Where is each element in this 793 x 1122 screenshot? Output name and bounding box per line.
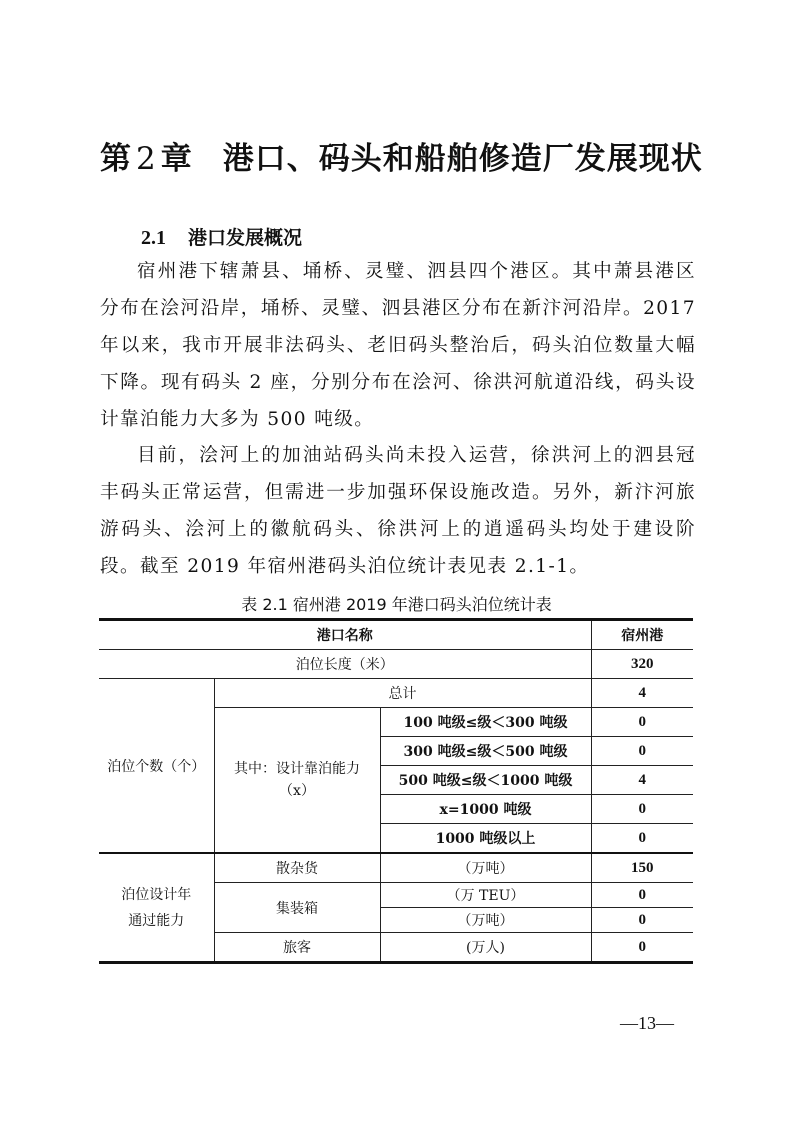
- container-unit: （万吨）: [380, 908, 591, 933]
- section-title: 港口发展概况: [188, 227, 303, 249]
- chapter-number: 2: [136, 141, 157, 177]
- passenger-unit: (万人): [380, 933, 591, 963]
- capacity-range-label: 300 吨级≤级＜500 吨级: [380, 737, 591, 766]
- capacity-range-value: 0: [591, 795, 693, 824]
- page-number: —13—: [620, 1013, 674, 1033]
- capacity-range-value: 0: [591, 824, 693, 854]
- header-port-name-label: 港口名称: [99, 620, 591, 650]
- bulk-cargo-unit: （万吨）: [380, 853, 591, 883]
- section-heading: [141, 223, 302, 250]
- capacity-range-label: 500 吨级≤级＜1000 吨级: [380, 766, 591, 795]
- container-unit: （万 TEU）: [380, 883, 591, 908]
- body-paragraph: 宿州港下辖萧县、埇桥、灵璧、泗县四个港区。其中萧县港区分布在浍河沿岸，埇桥、灵璧、泗县港区分布在新汴河沿岸。2017 年以来，我市开展非法码头、老旧码头整治后，码头泊位数量大幅下降。现有码头 2 座，分别分布在浍河、徐洪河航道沿线，码头设计靠泊能力大多为 500 吨级。: [100, 261, 696, 430]
- container-value: 0: [591, 908, 693, 933]
- capacity-range-value: 0: [591, 708, 693, 737]
- container-value: 0: [591, 883, 693, 908]
- table-row: [99, 650, 693, 679]
- capacity-range-value: 4: [591, 766, 693, 795]
- capacity-range-value: 0: [591, 737, 693, 766]
- table-header-row: [99, 620, 693, 650]
- berth-count-label: 泊位个数（个）: [99, 679, 214, 854]
- berth-count-total-value: 4: [591, 679, 693, 708]
- capacity-range-label: 1000 吨级以上: [380, 824, 591, 854]
- body-paragraph: 目前，浍河上的加油站码头尚未投入运营，徐洪河上的泗县冠丰码头正常运营，但需进一步加强环保设施改造。另外，新汴河旅游码头、浍河上的徽航码头、徐洪河上的逍遥码头均处于建设阶段。截至 2019 年宿州港码头泊位统计表见表 2.1-1。: [100, 445, 696, 577]
- header-port-value: 宿州港: [591, 620, 693, 650]
- table-caption: 表 2.1 宿州港 2019 年港口码头泊位统计表: [241, 595, 552, 614]
- chapter-title: [100, 133, 703, 178]
- berth-count-total-label: 总计: [214, 679, 591, 708]
- chapter-title-text: 港口、码头和船舶修造厂发展现状: [222, 141, 703, 177]
- capacity-range-label: x=1000 吨级: [380, 795, 591, 824]
- capacity-range-label: 100 吨级≤级＜300 吨级: [380, 708, 591, 737]
- bulk-cargo-label: 散杂货: [214, 853, 380, 883]
- passenger-label: 旅客: [214, 933, 380, 963]
- berth-length-value: 320: [591, 650, 693, 679]
- chapter-label-prefix: 第: [100, 141, 132, 177]
- table-row: [99, 853, 693, 883]
- container-label: 集装箱: [214, 883, 380, 933]
- berth-statistics-table: [99, 618, 693, 964]
- capacity-label: 其中：设计靠泊能力（x）: [214, 708, 380, 854]
- berth-length-label: 泊位长度（米）: [99, 650, 591, 679]
- passenger-value: 0: [591, 933, 693, 963]
- section-number: 2.1: [141, 227, 166, 249]
- table-row: [99, 679, 693, 708]
- chapter-label-suffix: 章: [160, 141, 193, 177]
- throughput-label: 泊位设计年通过能力: [99, 853, 214, 963]
- bulk-cargo-value: 150: [591, 853, 693, 883]
